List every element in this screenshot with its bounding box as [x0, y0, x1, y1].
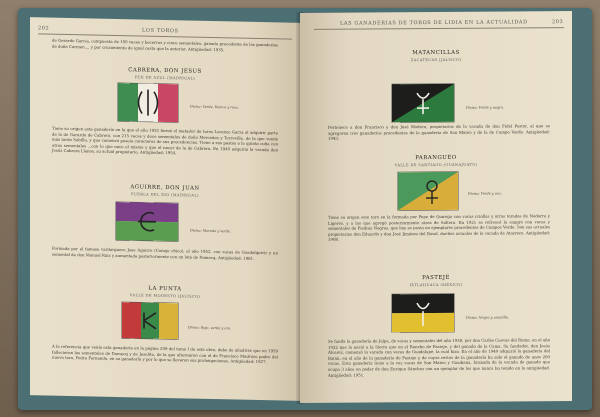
section-title: LA PUNTA	[148, 285, 182, 293]
section-text: Tiene su origen esta ganadería en la que el año 1952 formó el matador de toros Lorenzo Garza al adquirir parte de la de Gerardo de Cabrera, con 215 vacas y doce sementales de doña Mercedes y Terreville, de la que vende más tarde Sebillo, y que comenzó poseía caracteres de sus procedencias. Tiene a sus pastos a la quinta cuña con otros sementales ...con lo que nace el mismo y que el nacer de la de Cabrera. En 1940 adquirió la vacada don Jesús Cabrera Llanos, su actual propietario. Antigüedad: 1954.	[52, 125, 278, 156]
section-title: MATANCILLAS	[412, 49, 460, 57]
section-text: Se funda la ganadería de Jalpa, de vacas y sementales del año 1938, por don Carlos Cuevas del Ramo, en el año 1922 que la nació a la Sierra que en el Rancho de Pasteje, y del ganado de la Cama, Su fundador, don Jesús Álvarez, comenzó la vacada con vacas de Guadalupe, la cual hizo. En el año de 1949 adquirió la ganadería del Batán, en el año de la ganadería de Pasteje y de cuyos restos de la ganadería ha sido el ganado de unos 200 vacas. Esta ganadería tiene a la vez vacas de San Mateo y Guadiana, formada de la vacada de ganado que ocupa 3 años en poder de don Enrique Sánchez con un ejemplar de los que nunca ha tenido en la antigüedad. Antigüedad: 1951.	[328, 337, 550, 378]
section-text: Pertenece a don Francisco y don José Madero, propietarios de la vacada de don Fidel Pastor, al que se agregaron tres ganaderías procedentes de la ganadería de San Mateo y de la de Campo Verde. Antigüedad: 1943.	[328, 123, 550, 141]
section-place: PUE DE AZUL (MADRIGAL)	[134, 75, 196, 81]
flag-parangueo	[398, 172, 458, 210]
flag-caption: Divisa: Negro y amarillo.	[466, 315, 509, 320]
section-text: A la referencia que venía esta ganadería en la página 209 del tomo I de esta obra, debe de añadirse que en 1959 fallecieron los sementales de Domecq y de Joselito, de la que alternaron con el de Francisco Madrazo padre del nuevo toro, Pedro Fernando, en su ganadería y por lo que se llevaron sus prolongaciones. Antigüedad: 1927.	[52, 343, 278, 365]
flag-cabrera	[118, 83, 178, 122]
flag-caption: Divisa: Morada y verde.	[190, 228, 232, 234]
section-place: ZACATECAS (JALISCO)	[410, 57, 462, 63]
flag-aguirre	[116, 202, 178, 241]
section-place: VALLE DE MODESTO (JALISCO)	[129, 293, 201, 299]
flag-la-punta	[122, 302, 178, 339]
section-text: Tiene su origen este toro en la formada por Pepe de Quiroga con vacas criollas y otras toradas de Nodarra y Ligeros, y a las que agregó posteriormente otras de Soltero. En 1921 se refrescó la sangre con vacas y sementales de Piedras Negras, que hoy se pasta en ejemplares procedentes de Campos Verde. Son sus actuales propietarios don Eduardo y don José Jiménez del Rosal, dueños actuales de la vacada de Atarreco. Antigüedad: 1908.	[328, 213, 550, 243]
section-title: PARANGUEO	[415, 154, 457, 162]
flag-caption: Divisa: Verde y oro.	[468, 191, 502, 196]
header-rule	[314, 27, 564, 30]
right-running-head: LAS GANADERIAS DE TOROS DE LIDIA EN LA ACTUALIDAD	[340, 19, 528, 27]
section-title: CABRERA, DON JESUS	[128, 67, 202, 75]
left-page	[30, 17, 300, 401]
section-title: AGUIRRE, DON JUAN	[130, 184, 200, 192]
section-text: Formada por el famoso varilarguero Jose Aguirre (Conejo chico), el año 1952, con vacas de Guadalquivir y un semental de don Manuel Ruiz y aumentada posteriormente con un lote de Domecq. Antigüedad: 1961.	[52, 245, 278, 261]
right-page-number: 203	[552, 19, 564, 26]
flag-pasteje	[392, 294, 454, 332]
right-page	[300, 11, 572, 403]
flag-caption: Divisa: Verde, blanco y rosa.	[190, 104, 239, 110]
section-place: IXTLAHUACA (MEXICO)	[409, 282, 463, 288]
left-page-number: 202	[38, 25, 50, 32]
section-title: PASTEJE	[422, 274, 450, 282]
section-place: PUEBLA DEL RIO (MADRIGAL)	[131, 192, 199, 198]
intro-paragraph: de Gerardo Garcia, compuesta de 100 vacas y becerros y cinco sementales, ganado procedente de las ganaderías de doña Carmen..., y por cruzamiento de igual casta que la anterior. Antigüedad: 1935.	[52, 37, 278, 52]
section-place: VALLE DE SANTIAGO (GUANAJUATO)	[394, 162, 478, 168]
flag-caption: Divisa: Verde y negro.	[466, 105, 504, 110]
flag-caption: Divisa: Rojo, verde y oro.	[188, 325, 232, 331]
left-running-head: LOS TOROS	[142, 27, 179, 35]
flag-matancillas	[392, 84, 454, 122]
